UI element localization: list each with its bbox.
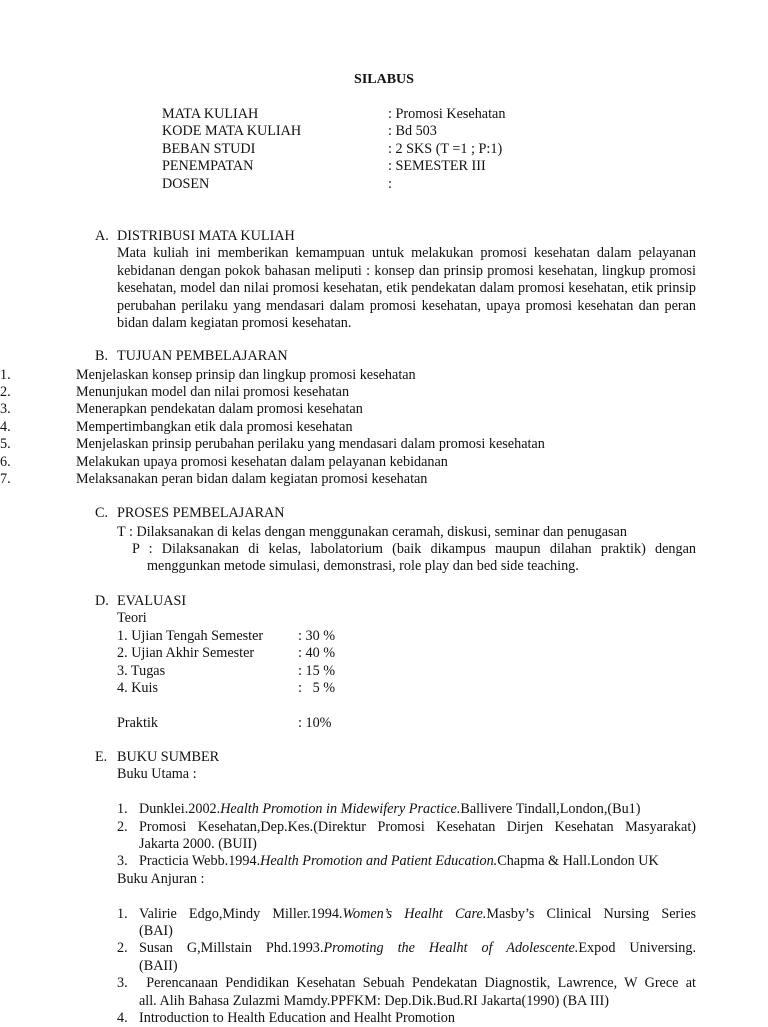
list-item: Menjelaskan prinsip perubahan perilaku yang mendasari dalam promosi kesehatan [76, 436, 545, 453]
ref-entry [139, 801, 641, 818]
evaluation-item: 1. Ujian Tengah Semester [117, 627, 264, 644]
ref-line: Perencanaan Pendidikan Kesehatan Sebuah Pendekatan Diagnostik, Lawrence, W Grece at [139, 975, 696, 992]
ref-author: Practicia Webb.1994. [139, 853, 261, 870]
ref-line: (BAII) [139, 957, 178, 974]
evaluation-weight: : 5 % [298, 680, 336, 696]
ref-entry [139, 906, 696, 923]
theory-label: Teori [117, 610, 147, 627]
document-title: SILABUS [354, 72, 414, 87]
section-heading: TUJUAN PEMBELAJARAN [117, 348, 288, 364]
list-item: Melakukan upaya promosi kesehatan dalam pelayanan kebidanan [76, 453, 448, 470]
evaluation-weight: : 40 % [298, 645, 336, 662]
evaluation-weight: : 30 % [298, 627, 336, 644]
section-paragraph: Mata kuliah ini memberikan kemampuan untuk melakukan promosi kesehatan dalam pelayanan kebidanan dengan pokok bahasan meliputi : konsep dan prinsip promosi kesehatan, lingkup promosi kesehatan, model dan nilai promosi kesehatan, etik pendekatan dalam promosi kesehatan, etik prinsip perubahan perilaku yang mendasari dalam promosi kesehatan, upaya promosi kesehatan dan peran bidan dalam kegiatan promosi kesehatan. [117, 245, 696, 332]
section-heading: PROSES PEMBELAJARAN [117, 505, 285, 521]
ref-publisher: Masby’s Clinical Nursing Series [486, 905, 697, 922]
ref-publisher: Expod Universing. [578, 940, 696, 957]
list-item: Menjelaskan konsep prinsip dan lingkup promosi kesehatan [76, 366, 416, 383]
section-letter: B. [95, 348, 109, 364]
ref-title: Promoting the Healht of Adolescente. [323, 940, 579, 957]
ref-title: Health Promotion in Midewifery Practice. [220, 801, 461, 818]
list-item: Menunjukan model dan nilai promosi kesehatan [76, 383, 350, 400]
ref-number: 1. [117, 801, 128, 818]
process-practice-line1: P : Dilaksanakan di kelas, labolatorium (baik dikampus maupun dilahan praktik) dengan [132, 540, 696, 557]
ref-line: Promosi Kesehatan,Dep.Kes.(Direktur Promosi Kesehatan Dirjen Kesehatan Masyarakat) [139, 818, 696, 835]
list-number: 1. [0, 366, 11, 383]
practice-label: Praktik [117, 714, 158, 731]
list-item: Menerapkan pendekatan dalam promosi kesehatan [76, 401, 363, 418]
info-label: PENEMPATAN [162, 158, 254, 175]
section-heading: DISTRIBUSI MATA KULIAH [117, 228, 295, 244]
section-letter: E. [95, 749, 108, 765]
ref-line: Introduction to Health Education and Healht Promotion [139, 1010, 455, 1026]
list-item: Mempertimbangkan etik dala promosi kesehatan [76, 418, 353, 435]
list-number: 3. [0, 401, 11, 418]
evaluation-item: 2. Ujian Akhir Semester [117, 645, 255, 662]
info-value: : 2 SKS (T =1 ; P:1) [388, 140, 503, 157]
list-number: 7. [0, 470, 11, 487]
list-item: Melaksanakan peran bidan dalam kegiatan promosi kesehatan [76, 470, 428, 487]
ref-author: Susan G,Millstain Phd.1993. [139, 940, 324, 957]
ref-publisher: Ballivere Tindall,London,(Bu1) [460, 801, 641, 818]
list-number: 2. [0, 383, 11, 400]
list-number: 6. [0, 453, 11, 470]
ref-number: 2. [117, 818, 128, 835]
section-letter: C. [95, 505, 109, 521]
ref-title: Health Promotion and Patient Education. [260, 853, 498, 870]
section-heading: EVALUASI [117, 593, 187, 609]
process-theory: T : Dilaksanakan di kelas dengan menggunakan ceramah, diskusi, seminar dan penugasan [117, 523, 627, 540]
ref-number: 2. [117, 940, 128, 957]
section-letter: A. [95, 228, 109, 244]
info-label: DOSEN [162, 175, 210, 192]
info-label: BEBAN STUDI [162, 140, 256, 157]
ref-line: (BAI) [139, 923, 173, 939]
list-number: 5. [0, 436, 11, 453]
evaluation-item: 3. Tugas [117, 662, 166, 679]
ref-author: Valirie Edgo,Mindy Miller.1994. [139, 905, 343, 922]
evaluation-weight: : 15 % [298, 662, 336, 679]
evaluation-item: 4. Kuis [117, 680, 158, 696]
info-label: KODE MATA KULIAH [162, 123, 302, 140]
ref-number: 1. [117, 905, 128, 922]
ref-title: Women’s Healht Care. [342, 905, 487, 922]
main-books-label: Buku Utama : [117, 766, 197, 783]
ref-number: 4. [117, 1010, 128, 1026]
process-practice-line2: menggunkan metode simulasi, demonstrasi, role play dan bed side teaching. [147, 558, 579, 575]
info-value: : SEMESTER III [388, 158, 486, 175]
info-value: : Bd 503 [388, 123, 437, 140]
ref-line: Jakarta 2000. (BUII) [139, 836, 257, 852]
recommended-books-label: Buku Anjuran : [117, 870, 205, 887]
list-number: 4. [0, 418, 11, 435]
ref-number: 3. [117, 975, 128, 992]
info-value: : [388, 175, 392, 192]
section-heading: BUKU SUMBER [117, 749, 220, 765]
ref-number: 3. [117, 853, 128, 870]
info-value: : Promosi Kesehatan [388, 106, 506, 122]
ref-line: all. Alih Bahasa Zulazmi Mamdy.PPFKM: Dep.Dik.Bud.RI Jakarta(1990) (BA III) [139, 992, 609, 1009]
section-letter: D. [95, 593, 109, 609]
practice-weight: : 10% [298, 714, 332, 731]
ref-entry [139, 940, 696, 957]
ref-entry [139, 853, 659, 870]
info-label: MATA KULIAH [162, 106, 259, 122]
ref-author: Dunklei.2002. [139, 801, 221, 818]
ref-publisher: Chapma & Hall.London UK [497, 853, 659, 870]
